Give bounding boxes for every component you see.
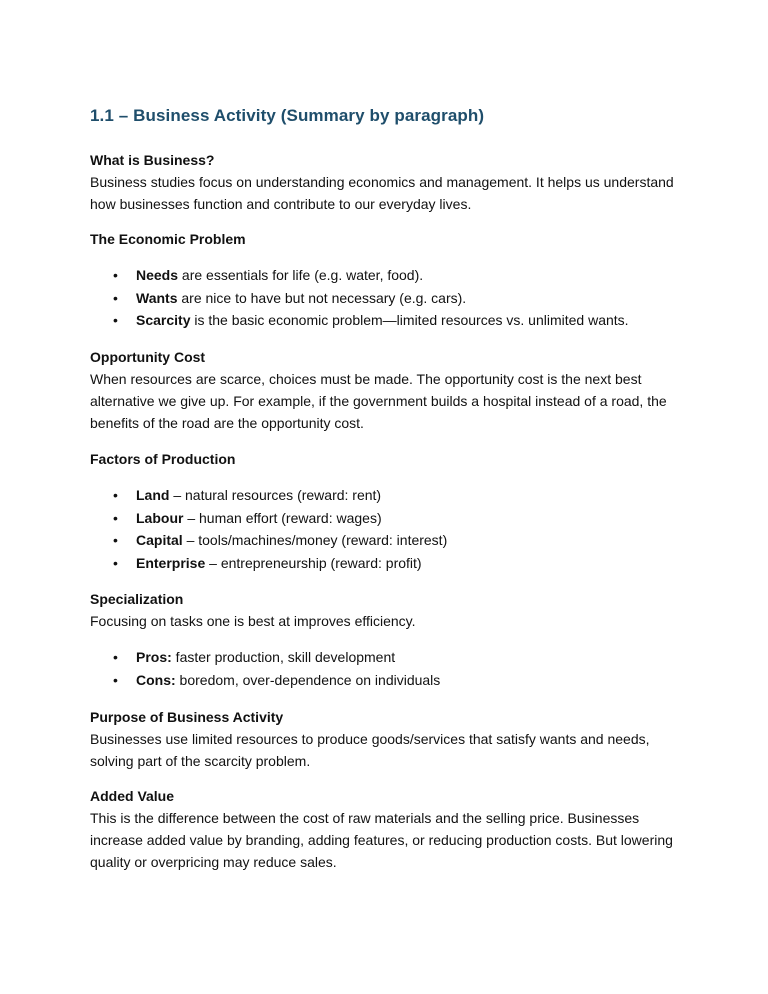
list-item-term: Land <box>136 487 170 503</box>
list-item-text: – entrepreneurship (reward: profit) <box>205 554 422 571</box>
list-item <box>90 529 680 552</box>
list-item-text: boredom, over-dependence on individuals <box>175 671 441 688</box>
list-item-term: Scarcity <box>136 312 191 328</box>
list-item-text: faster production, skill development <box>171 649 396 665</box>
section-paragraph: When resources are scarce, choices must be made. The opportunity cost is the next best alternative we give up. For example, if the government builds a hospital instead of a road, the benefits of the road are the opportunity cost. <box>90 371 667 431</box>
section-heading: Added Value <box>90 788 175 804</box>
section-heading: Purpose of Business Activity <box>90 709 284 725</box>
bullet-list <box>90 264 680 332</box>
list-item-term: Needs <box>136 267 179 283</box>
section-paragraph: Focusing on tasks one is best at improves efficiency. <box>90 613 416 629</box>
section-heading: Factors of Production <box>90 451 236 467</box>
bullet-icon: • <box>113 487 118 503</box>
list-item-term: Labour <box>136 509 184 526</box>
list-item-text: – natural resources (reward: rent) <box>169 487 382 503</box>
section-heading: The Economic Problem <box>90 231 246 247</box>
section-opportunity-cost <box>90 346 680 434</box>
bullet-icon: • <box>113 671 118 688</box>
list-item-term: Cons: <box>136 671 176 688</box>
list-item <box>90 552 680 575</box>
list-item-text: – human effort (reward: wages) <box>183 509 382 526</box>
bullet-icon: • <box>113 267 118 283</box>
bullet-icon: • <box>113 649 118 665</box>
bullet-icon: • <box>113 509 118 526</box>
bullet-icon: • <box>113 532 118 548</box>
section-added-value <box>90 785 680 873</box>
list-item-term: Wants <box>136 289 178 306</box>
list-item <box>90 287 680 310</box>
bullet-icon: • <box>113 554 118 571</box>
list-item-text: are nice to have but not necessary (e.g. cars). <box>177 289 467 306</box>
section-purpose <box>90 706 680 772</box>
section-paragraph: Business studies focus on understanding economics and management. It helps us understand how businesses function and contribute to our everyday lives. <box>90 174 674 212</box>
list-item <box>90 646 680 669</box>
section-heading: What is Business? <box>90 152 215 168</box>
list-item-term: Capital <box>136 532 183 548</box>
section-specialization <box>90 588 680 691</box>
section-paragraph: This is the difference between the cost of raw materials and the selling price. Businesses increase added value by branding, adding features, or reducing production costs. But lowering quality or overpricing may reduce sales. <box>90 810 673 870</box>
list-item <box>90 507 680 530</box>
bullet-icon: • <box>113 312 118 328</box>
list-item-text: – tools/machines/money (reward: interest) <box>182 532 448 548</box>
section-what-is-business <box>90 149 680 215</box>
list-item <box>90 484 680 507</box>
section-factors-of-production <box>90 448 680 574</box>
list-item <box>90 669 680 692</box>
list-item-text: is the basic economic problem—limited resources vs. unlimited wants. <box>190 312 629 328</box>
section-economic-problem <box>90 228 680 332</box>
bullet-list <box>90 484 680 574</box>
list-item <box>90 264 680 287</box>
bullet-list <box>90 646 680 691</box>
list-item-text: are essentials for life (e.g. water, food). <box>178 267 424 283</box>
page-title: 1.1 – Business Activity (Summary by paragraph) <box>90 106 485 125</box>
section-heading: Specialization <box>90 591 184 607</box>
section-paragraph: Businesses use limited resources to produce goods/services that satisfy wants and needs, solving part of the scarcity problem. <box>90 731 650 769</box>
list-item-term: Enterprise <box>136 554 206 571</box>
section-heading: Opportunity Cost <box>90 349 206 365</box>
list-item <box>90 309 680 332</box>
list-item-term: Pros: <box>136 649 172 665</box>
bullet-icon: • <box>113 289 118 306</box>
